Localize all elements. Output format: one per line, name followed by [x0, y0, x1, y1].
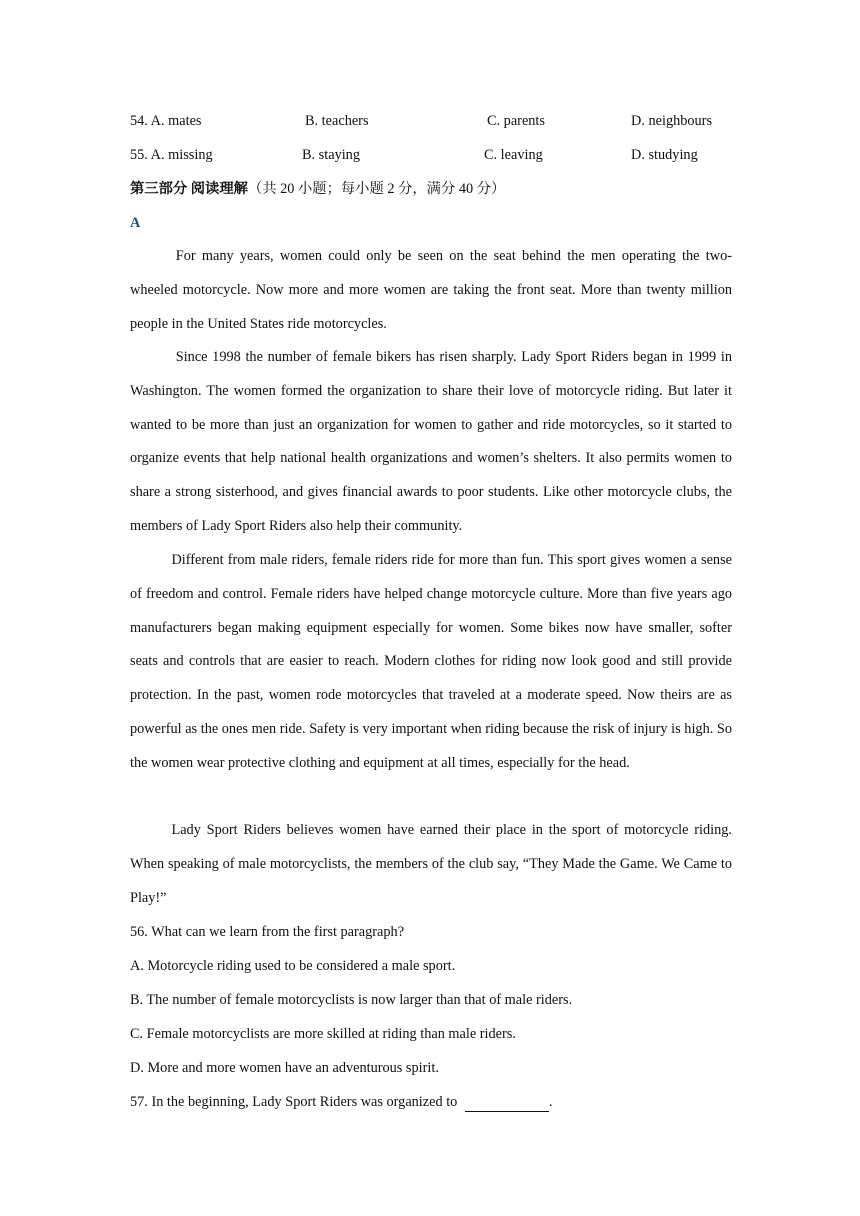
q54-option-b: B. teachers: [305, 113, 369, 129]
paragraph-1: For many years, women could only be seen on the seat behind the men operating the two-wheeled motorcycle. Now more and more women are taking the front seat. More than twenty million people in the United States ride motorcycles.: [130, 248, 732, 332]
q57-stem-line: [130, 1093, 552, 1112]
q54-option-d: D. neighbours: [631, 113, 713, 129]
q55-option-d: D. studying: [631, 147, 698, 163]
q55-option-a: 55. A. missing: [130, 147, 213, 163]
q56-option-c: C. Female motorcyclists are more skilled at riding than male riders.: [130, 1026, 516, 1042]
q54-option-c: C. parents: [487, 113, 545, 129]
paragraph-2: Since 1998 the number of female bikers has risen sharply. Lady Sport Riders began in 1999 in Washington. The women formed the organization to share their love of motorcycle riding. But later it wanted to be more than just an organization for women to gather and ride motorcycles, so it started to organize events that help national health organizations and women’s shelters. It also permits women to share a strong sisterhood, and gives financial awards to poor students. Like other motorcycle clubs, the members of Lady Sport Riders also help their community.: [130, 349, 732, 534]
section-title: 第三部分 阅读理解: [130, 181, 248, 197]
section-heading: [130, 180, 505, 198]
q56-option-b: B. The number of female motorcyclists is now larger than that of male riders.: [130, 992, 573, 1008]
q57-stem: 57. In the beginning, Lady Sport Riders was organized to: [130, 1094, 458, 1110]
paragraph-4: Lady Sport Riders believes women have earned their place in the sport of motorcycle riding. When speaking of male motorcyclists, the members of the club say, “They Made the Game. We Came to Play!”: [130, 822, 732, 906]
q57-answer-blank: [465, 1093, 549, 1112]
q55-option-c: C. leaving: [484, 147, 543, 163]
q56-option-a: A. Motorcycle riding used to be considered a male sport.: [130, 958, 456, 974]
paragraph-3: Different from male riders, female riders ride for more than fun. This sport gives women a sense of freedom and control. Female riders have helped change motorcycle culture. More than five years ago manufacturers began making equipment especially for women. Some bikes now have smaller, softer seats and controls that are easier to reach. Modern clothes for riding now look good and still provide protection. In the past, women rode motorcycles that traveled at a moderate speed. Now theirs are as powerful as the ones men ride. Safety is very important when riding because the risk of injury is high. So the women wear protective clothing and equipment at all times, especially for the head.: [130, 552, 732, 771]
section-note: （共 20 小题；每小题 2 分，满分 40 分）: [247, 181, 506, 197]
q54-option-a: 54. A. mates: [130, 113, 202, 129]
passage-letter: A: [130, 215, 141, 231]
q57-end-punctuation: .: [548, 1094, 553, 1110]
q55-option-b: B. staying: [302, 147, 360, 163]
q56-stem: 56. What can we learn from the first paragraph?: [130, 924, 405, 940]
q56-option-d: D. More and more women have an adventurous spirit.: [130, 1060, 439, 1076]
